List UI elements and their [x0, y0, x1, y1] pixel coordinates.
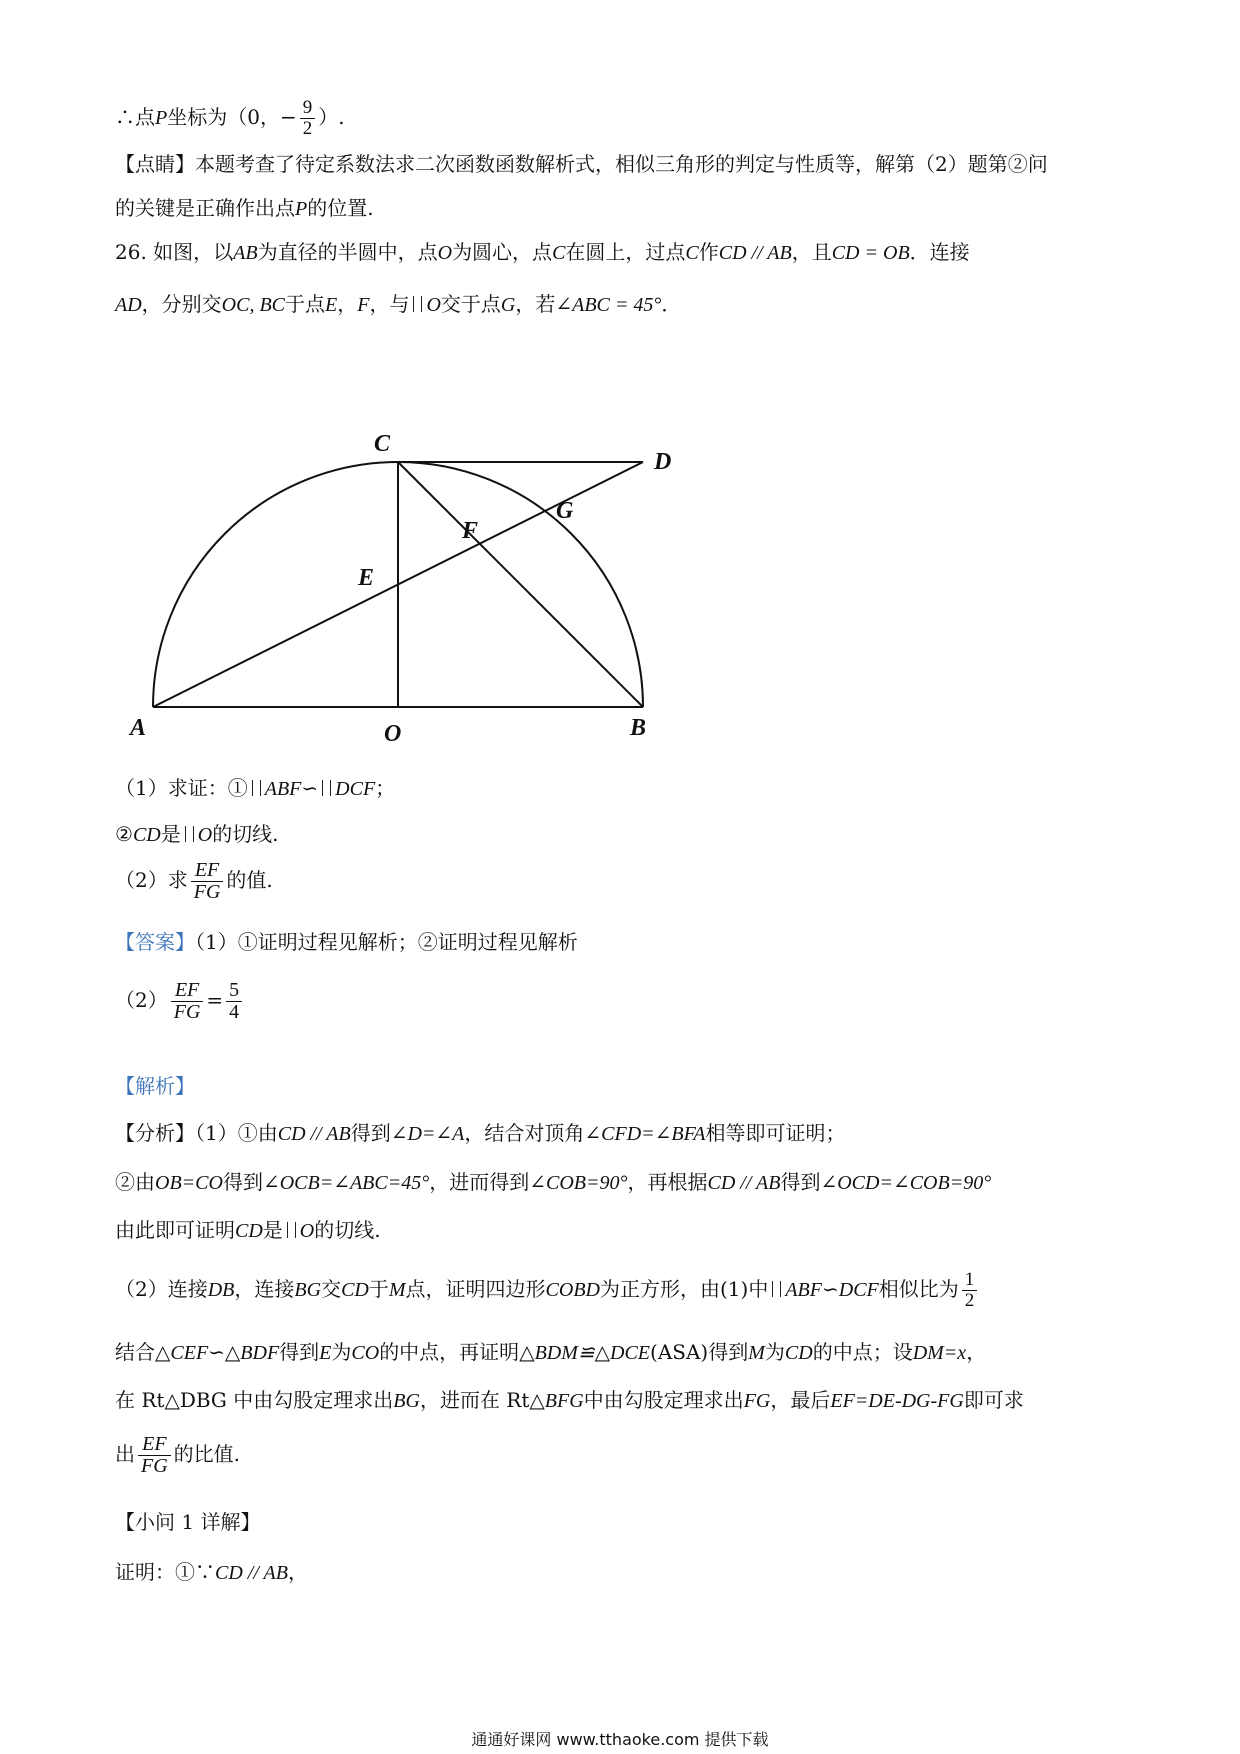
text: 得到: [350, 1121, 391, 1145]
text: （1）求证：①: [115, 776, 248, 800]
text: ）.: [318, 104, 345, 129]
denominator: FG: [193, 881, 221, 903]
expr-angle-d-eq-a: ∠D=∠A: [390, 1123, 465, 1145]
text: 的切线.: [212, 822, 279, 846]
expr-abf: ABF∽: [264, 778, 319, 800]
label-d: D: [654, 449, 672, 475]
fraction-5-4: [226, 980, 242, 1023]
fenxi-line-6: [115, 1388, 1024, 1413]
text: 是: [160, 822, 181, 846]
numerator: EF: [171, 980, 204, 1002]
var-co: CO: [351, 1342, 380, 1364]
fraction-9-2: [300, 98, 316, 139]
text: 中由勾股定理求出: [583, 1388, 744, 1412]
line-dianjing: 【点睛】本题考查了待定系数法求二次函数函数解析式，相似三角形的判定与性质等，解第（2）题第②问: [115, 152, 1048, 176]
expr-ef-eq: EF=DE-DG-FG: [830, 1390, 964, 1412]
fraction-ef-fg: [191, 860, 224, 903]
expr-angle-cob: ∠COB=90°: [529, 1172, 628, 1194]
minus-sign: −: [279, 104, 297, 129]
var-p: P: [155, 106, 168, 129]
equals-sign: =: [206, 988, 224, 1012]
expr-dcf: DCF: [335, 778, 376, 800]
text: ，最后: [770, 1388, 831, 1412]
expr-angle-ocd: ∠OCD=∠COB=90°: [820, 1172, 992, 1194]
text: ，再根据: [627, 1170, 708, 1194]
var-m: M: [748, 1342, 765, 1364]
var-cd: CD: [235, 1220, 263, 1242]
expr-cd-parallel-ab: CD // AB: [277, 1123, 351, 1145]
var-g: G: [500, 294, 516, 316]
label-f: F: [462, 518, 479, 544]
circle-symbol-box: [287, 1222, 296, 1238]
expr-dcf: DCF: [838, 1278, 879, 1301]
expr-dm-eq-x: DM=x: [912, 1342, 967, 1364]
var-ad: AD: [115, 294, 142, 316]
proof-line-1: [115, 1560, 308, 1585]
part-1b-prompt: [115, 822, 279, 847]
line-dianjing-cont: [115, 196, 374, 221]
text: 得到: [279, 1340, 320, 1364]
var-cobd: COBD: [545, 1278, 600, 1301]
expr-ob-eq-co: OB=CO: [155, 1172, 223, 1194]
text: ，且: [791, 240, 832, 264]
expr-angle-cfd-bfa: ∠CFD=∠BFA: [584, 1123, 706, 1145]
answer-label: 【答案】: [115, 930, 195, 954]
text: ②: [115, 822, 133, 846]
text: 相似比为: [878, 1276, 959, 1301]
denominator: FG: [173, 1001, 201, 1023]
text: （2）连接: [115, 1276, 208, 1301]
text: 由此即可证明: [115, 1218, 235, 1242]
denominator: 4: [229, 1001, 240, 1023]
var-cd: CD: [784, 1342, 813, 1364]
var-o: O: [437, 242, 453, 264]
numerator: 9: [300, 98, 316, 119]
var-cd: CD: [132, 824, 161, 846]
text: 于: [368, 1276, 389, 1301]
expr-abf: ABF∽: [785, 1278, 839, 1301]
fenxi-line-5: [115, 1340, 986, 1365]
text: 得到: [780, 1170, 821, 1194]
var-o: O: [426, 294, 441, 316]
text: 的中点；设: [812, 1340, 913, 1364]
text: 是: [262, 1218, 283, 1242]
numerator: 1: [962, 1270, 978, 1291]
label-e: E: [358, 565, 375, 591]
triangle-symbol-box: [252, 780, 261, 796]
page-footer: 通通好课网 www.tthaoke.com 提供下载: [471, 1730, 769, 1749]
text: 证明：①∵: [115, 1560, 215, 1584]
fenxi-line-3: [115, 1218, 381, 1243]
expr-cd-eq-ob: CD = OB: [831, 242, 910, 264]
expr-angle-abc: ∠ABC = 45°: [555, 294, 662, 316]
fenxi-line-4: [115, 1270, 980, 1311]
text: ，分别交: [141, 292, 222, 316]
text: 结合: [115, 1340, 155, 1364]
expr-cd-parallel-ab: CD // AB: [215, 1562, 288, 1584]
var-e: E: [319, 1342, 332, 1364]
fenxi-line-1: [115, 1121, 845, 1146]
text: ，进而得到: [429, 1170, 530, 1194]
expr-oc-bc: OC, BC: [221, 294, 286, 316]
var-c: C: [685, 242, 699, 264]
label-b: B: [630, 715, 647, 741]
text: 为: [764, 1340, 785, 1364]
text: 为: [331, 1340, 352, 1364]
fenxi-line-7: [115, 1434, 240, 1477]
text: 作: [698, 240, 719, 264]
numerator: 5: [226, 980, 242, 1002]
denominator: 2: [964, 1289, 975, 1311]
text: ，结合对顶角: [464, 1121, 585, 1145]
text: （2）: [115, 988, 168, 1012]
text: ，: [966, 1340, 987, 1364]
text: 相等即可证明；: [705, 1121, 846, 1145]
var-c: C: [552, 242, 566, 264]
triangle-symbol-box: [322, 780, 331, 796]
text: 坐标为（0，: [167, 104, 280, 129]
expr-angle-ocb: ∠OCB=∠ABC=45°: [262, 1172, 430, 1194]
text: ，连接: [234, 1276, 295, 1301]
text: 得到: [708, 1340, 749, 1364]
text: ．: [661, 292, 682, 316]
numerator: EF: [191, 860, 224, 882]
line-point-p-coord: [115, 98, 345, 139]
text: 的位置.: [307, 196, 374, 220]
label-a: A: [130, 715, 147, 741]
text-asa: (ASA): [650, 1340, 709, 1364]
text: ，若: [515, 292, 556, 316]
text: （2）求: [115, 868, 188, 892]
text: 的切线.: [314, 1218, 381, 1242]
text: 点，证明四边形: [405, 1276, 546, 1301]
text: 交于点: [440, 292, 501, 316]
var-m: M: [388, 1278, 406, 1301]
text: ，进而在 Rt△: [419, 1388, 545, 1412]
text: 为直径的半圆中，点: [257, 240, 438, 264]
text: ②由: [115, 1170, 155, 1194]
text: 的值.: [226, 868, 273, 892]
geometry-figure: [118, 385, 758, 745]
text: 为圆心，点: [452, 240, 553, 264]
jiexi-label: 【解析】: [115, 1074, 195, 1098]
var-cd: CD: [341, 1278, 369, 1301]
text: 交: [321, 1276, 342, 1301]
var-o: O: [299, 1220, 315, 1242]
answer-line: [115, 930, 578, 954]
segment-cb: [398, 462, 643, 707]
label-g: G: [556, 498, 574, 524]
text: 的中点，再证明: [379, 1340, 520, 1364]
part-2-prompt: [115, 860, 273, 903]
var-bfg: BFG: [544, 1390, 584, 1412]
expr-cd-parallel-ab: CD // AB: [707, 1172, 781, 1194]
var-bg: BG: [294, 1278, 322, 1301]
var-bg: BG: [393, 1390, 420, 1412]
fraction-1-2: [962, 1270, 978, 1311]
text: 即可求: [963, 1388, 1024, 1412]
circle-symbol-box: [413, 296, 422, 312]
text: 为正方形，由(1)中: [600, 1276, 769, 1301]
text: （1）①证明过程见解析；②证明过程见解析: [195, 930, 578, 954]
numerator: EF: [138, 1434, 171, 1456]
var-e: E: [325, 294, 338, 316]
text: 在 Rt△DBG 中由勾股定理求出: [115, 1388, 394, 1412]
text: 26. 如图，以: [115, 240, 234, 264]
fenxi-line-2: [115, 1170, 991, 1195]
denominator: 2: [302, 117, 313, 139]
text: 【分析】（1）①由: [115, 1121, 278, 1145]
var-db: DB: [207, 1278, 235, 1301]
text: ；: [375, 776, 396, 800]
fraction-ef-fg: [138, 1434, 171, 1477]
text: ，: [287, 1560, 308, 1584]
text: ，: [337, 292, 358, 316]
var-f: F: [357, 294, 370, 316]
var-o: O: [197, 824, 213, 846]
question-26-line2: [115, 292, 681, 317]
fraction-ef-fg: [171, 980, 204, 1023]
xiaowen-1-heading: 【小问 1 详解】: [115, 1510, 261, 1534]
text: 在圆上，过点: [565, 240, 686, 264]
text: ．连接: [909, 240, 970, 264]
text: ∴点: [115, 104, 155, 129]
var-fg: FG: [743, 1390, 771, 1412]
circle-symbol-box: [185, 826, 194, 842]
text: 于点: [285, 292, 326, 316]
label-o: O: [384, 721, 402, 745]
question-26-line1: [115, 240, 970, 265]
part-1-prompt: [115, 776, 395, 801]
triangle-symbol-box: [772, 1281, 781, 1297]
var-ab: AB: [233, 242, 258, 264]
answer-2-line: [115, 980, 245, 1023]
expr-similar-cef-bdf: △CEF∽△BDF: [155, 1342, 280, 1364]
text: 的关键是正确作出点: [115, 196, 295, 220]
expr-congruent-bdm-dce: △BDM≌△DCE: [519, 1342, 651, 1364]
label-c: C: [374, 431, 391, 457]
text: ，与: [369, 292, 410, 316]
text: 得到: [222, 1170, 263, 1194]
expr-cd-parallel-ab: CD // AB: [718, 242, 792, 264]
denominator: FG: [141, 1455, 168, 1477]
var-p: P: [295, 198, 308, 220]
text: 的比值.: [173, 1442, 241, 1466]
text: 出: [115, 1442, 135, 1466]
